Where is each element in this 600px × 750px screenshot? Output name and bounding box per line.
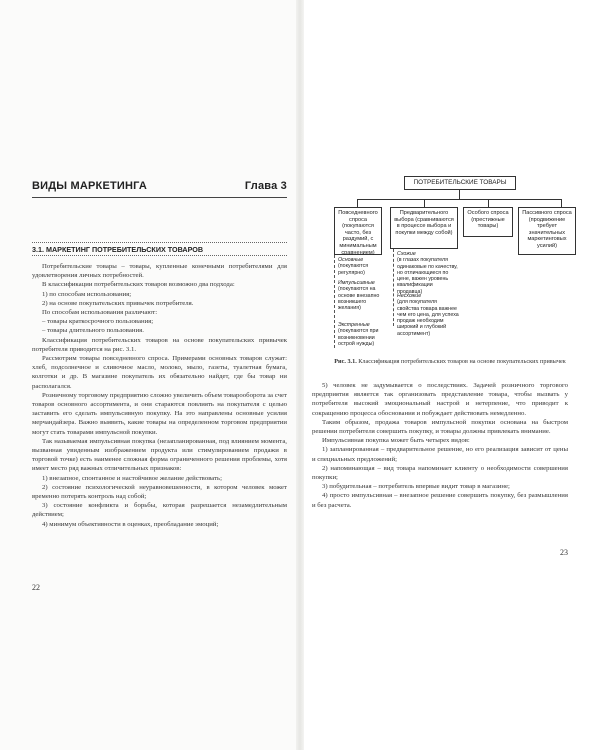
subtype-title: Импульсивные [338, 280, 375, 286]
paragraph: В классификации потребительских товаров возможно два подхода: [42, 281, 235, 289]
list-item: 4) минимум объективности в оценках, преобладание эмоций; [42, 520, 219, 528]
paragraph: 5) человек не задумывается о последствиях. Задачей розничного торгового предприятия является так организовать представление товара, чтобы вызвать у потребителя высокий эмоциональный настрой и нетерпение, что приводит к сокращению процесса обоснования и побуждает действовать немедленно. [312, 382, 568, 417]
right-page [300, 0, 600, 750]
paragraph: Классификация потребительских товаров на основе покупательских привычек потребителя приводится на рис. 3.1. [32, 336, 287, 353]
subtype-impulse [338, 280, 386, 311]
list-item: 3) побудительная – потребитель впервые видит товар в магазине; [322, 483, 510, 491]
paragraph: Рассмотрим товары повседневного спроса. Примерами основных товаров служат: хлеб, подсолнечное и сливочное масло, молоко, мыло, газеты, туалетная бумага, колготки и др. В магазине покупатель их обязательно найдет, где бы товар ни располагался. [32, 355, 287, 390]
paragraph: Потребительские товары – товары, купленные конечными потребителями для удовлетворения личных потребностей. [32, 263, 287, 280]
page-number-left: 22 [32, 583, 40, 592]
running-header-chapter: Глава 3 [244, 180, 287, 192]
subtype-emergency [338, 322, 386, 347]
list-item: – товары длительного пользования. [42, 327, 144, 335]
list-item: 4) просто импульсивная – внезапное решение совершить покупку, без размышления и без расчета. [312, 492, 568, 509]
subtype-title: Основные [338, 257, 364, 263]
list-item: 2) на основе покупательских привычек потребителя. [42, 299, 194, 307]
diagram-box-passive: Пассивного спроса (продвижение требует значительных маркетинговых усилий) [518, 207, 576, 255]
subtype-desc: (покупаются при возникновении острой нужды) [338, 328, 379, 347]
connector-line [561, 199, 562, 207]
list-item: 1) запланированная – предварительное решение, но его реализация зависит от цены и специальных предложений; [312, 446, 568, 463]
subtype-desc: (в глазах покупателя одинаковые по качеству, но отличающиеся по цене, важен уровень квалификации продавца) [397, 257, 458, 295]
paragraph: По способам использования различают: [42, 309, 158, 317]
subtype-similar [397, 251, 459, 295]
subtype-dissimilar [397, 293, 459, 337]
section-rule-bottom [32, 255, 287, 256]
paragraph: Так называемая импульсивная покупка (незапланированная, под влиянием момента, вызванная увиденным изображением продукта или стимулированием продажи в торговой точке) есть наименее сложная форма ограниченного решения проблемы, хотя имеет место ряд важных отличительных признаков: [32, 437, 287, 473]
subtype-title: Схожие [397, 251, 416, 257]
subtype-desc: (для покупателя свойства товара важнее чем его цена, для успеха продаж необходим широкий и глубокий ассортимент) [397, 299, 459, 337]
connector-line [424, 199, 425, 207]
running-header [32, 180, 287, 196]
diagram-box-everyday: Повседневного спроса (покупаются часто, без раздумий, с минимальным сравнением) [334, 207, 382, 255]
list-item: 1) внезапное, спонтанное и настойчивое желание действовать; [42, 474, 223, 482]
figure-caption [320, 358, 580, 366]
paragraph: Таким образом, продажа товаров импульсной покупки основана на быстром решении потребителя совершить покупку, и товары должны привлекать внимание. [312, 418, 568, 436]
subtype-desc: (покупаются на основе внезапно возникшего желания) [338, 286, 380, 312]
header-rule [32, 197, 287, 198]
list-item: 2) напоминающая – вид товара напоминает клиенту о необходимости совершения покупки; [312, 464, 568, 482]
section-title: 3.1. МАРКЕТИНГ ПОТРЕБИТЕЛЬСКИХ ТОВАРОВ [32, 245, 204, 254]
diagram-box-preselection: Предварительного выбора (сравниваются в процессе выбора и покупки между собой) [390, 207, 458, 249]
subtype-title: Экстренные [338, 322, 370, 328]
diagram-box-special: Особого спроса (престижные товары) [463, 207, 513, 237]
book-gutter [296, 0, 304, 750]
connector-line [357, 199, 561, 200]
paragraph: Розничному торговому предприятию сложно увеличить объем товарооборота за счет товаров основного ассортимента, и они стараются повлиять на покупателя с целью заставить его сделать импульсивную покупку. На это направлены основные усилия мерчандайзера. Важно выявить, какие товары на определенном торговом предприятии могут стать товарами импульсной покупки. [32, 391, 287, 436]
connector-line [357, 199, 358, 207]
list-item: 1) по способам использования; [42, 290, 132, 298]
list-item: 3) состояние конфликта и борьбы, которая разрешается незамедлительным действием; [32, 502, 287, 519]
connector-dashed [393, 249, 394, 326]
diagram-root-box: ПОТРЕБИТЕЛЬСКИЕ ТОВАРЫ [404, 176, 516, 190]
connector-line [459, 190, 460, 199]
caption-text: Классификация потребительских товаров на основе покупательских привычек [358, 358, 566, 365]
left-body [32, 262, 287, 529]
section-rule-top [32, 242, 287, 243]
list-item: – товары краткосрочного пользования; [42, 318, 154, 326]
subtype-desc: (покупаются регулярно) [338, 263, 369, 276]
page-number-right: 23 [560, 548, 568, 557]
caption-label: Рис. 3.1. [334, 358, 357, 365]
subtype-basic [338, 257, 386, 276]
connector-line [488, 199, 489, 207]
right-body [312, 381, 568, 510]
connector-dashed [334, 255, 335, 348]
running-header-title: ВИДЫ МАРКЕТИНГА [32, 180, 148, 192]
list-item: 2) состояние психологической неуравновешенности, в котором человек может временно потерять контроль над собой; [32, 483, 287, 501]
subtype-title: Несхожие [397, 293, 422, 299]
paragraph: Импульсивная покупка может быть четырех видов: [322, 437, 470, 445]
